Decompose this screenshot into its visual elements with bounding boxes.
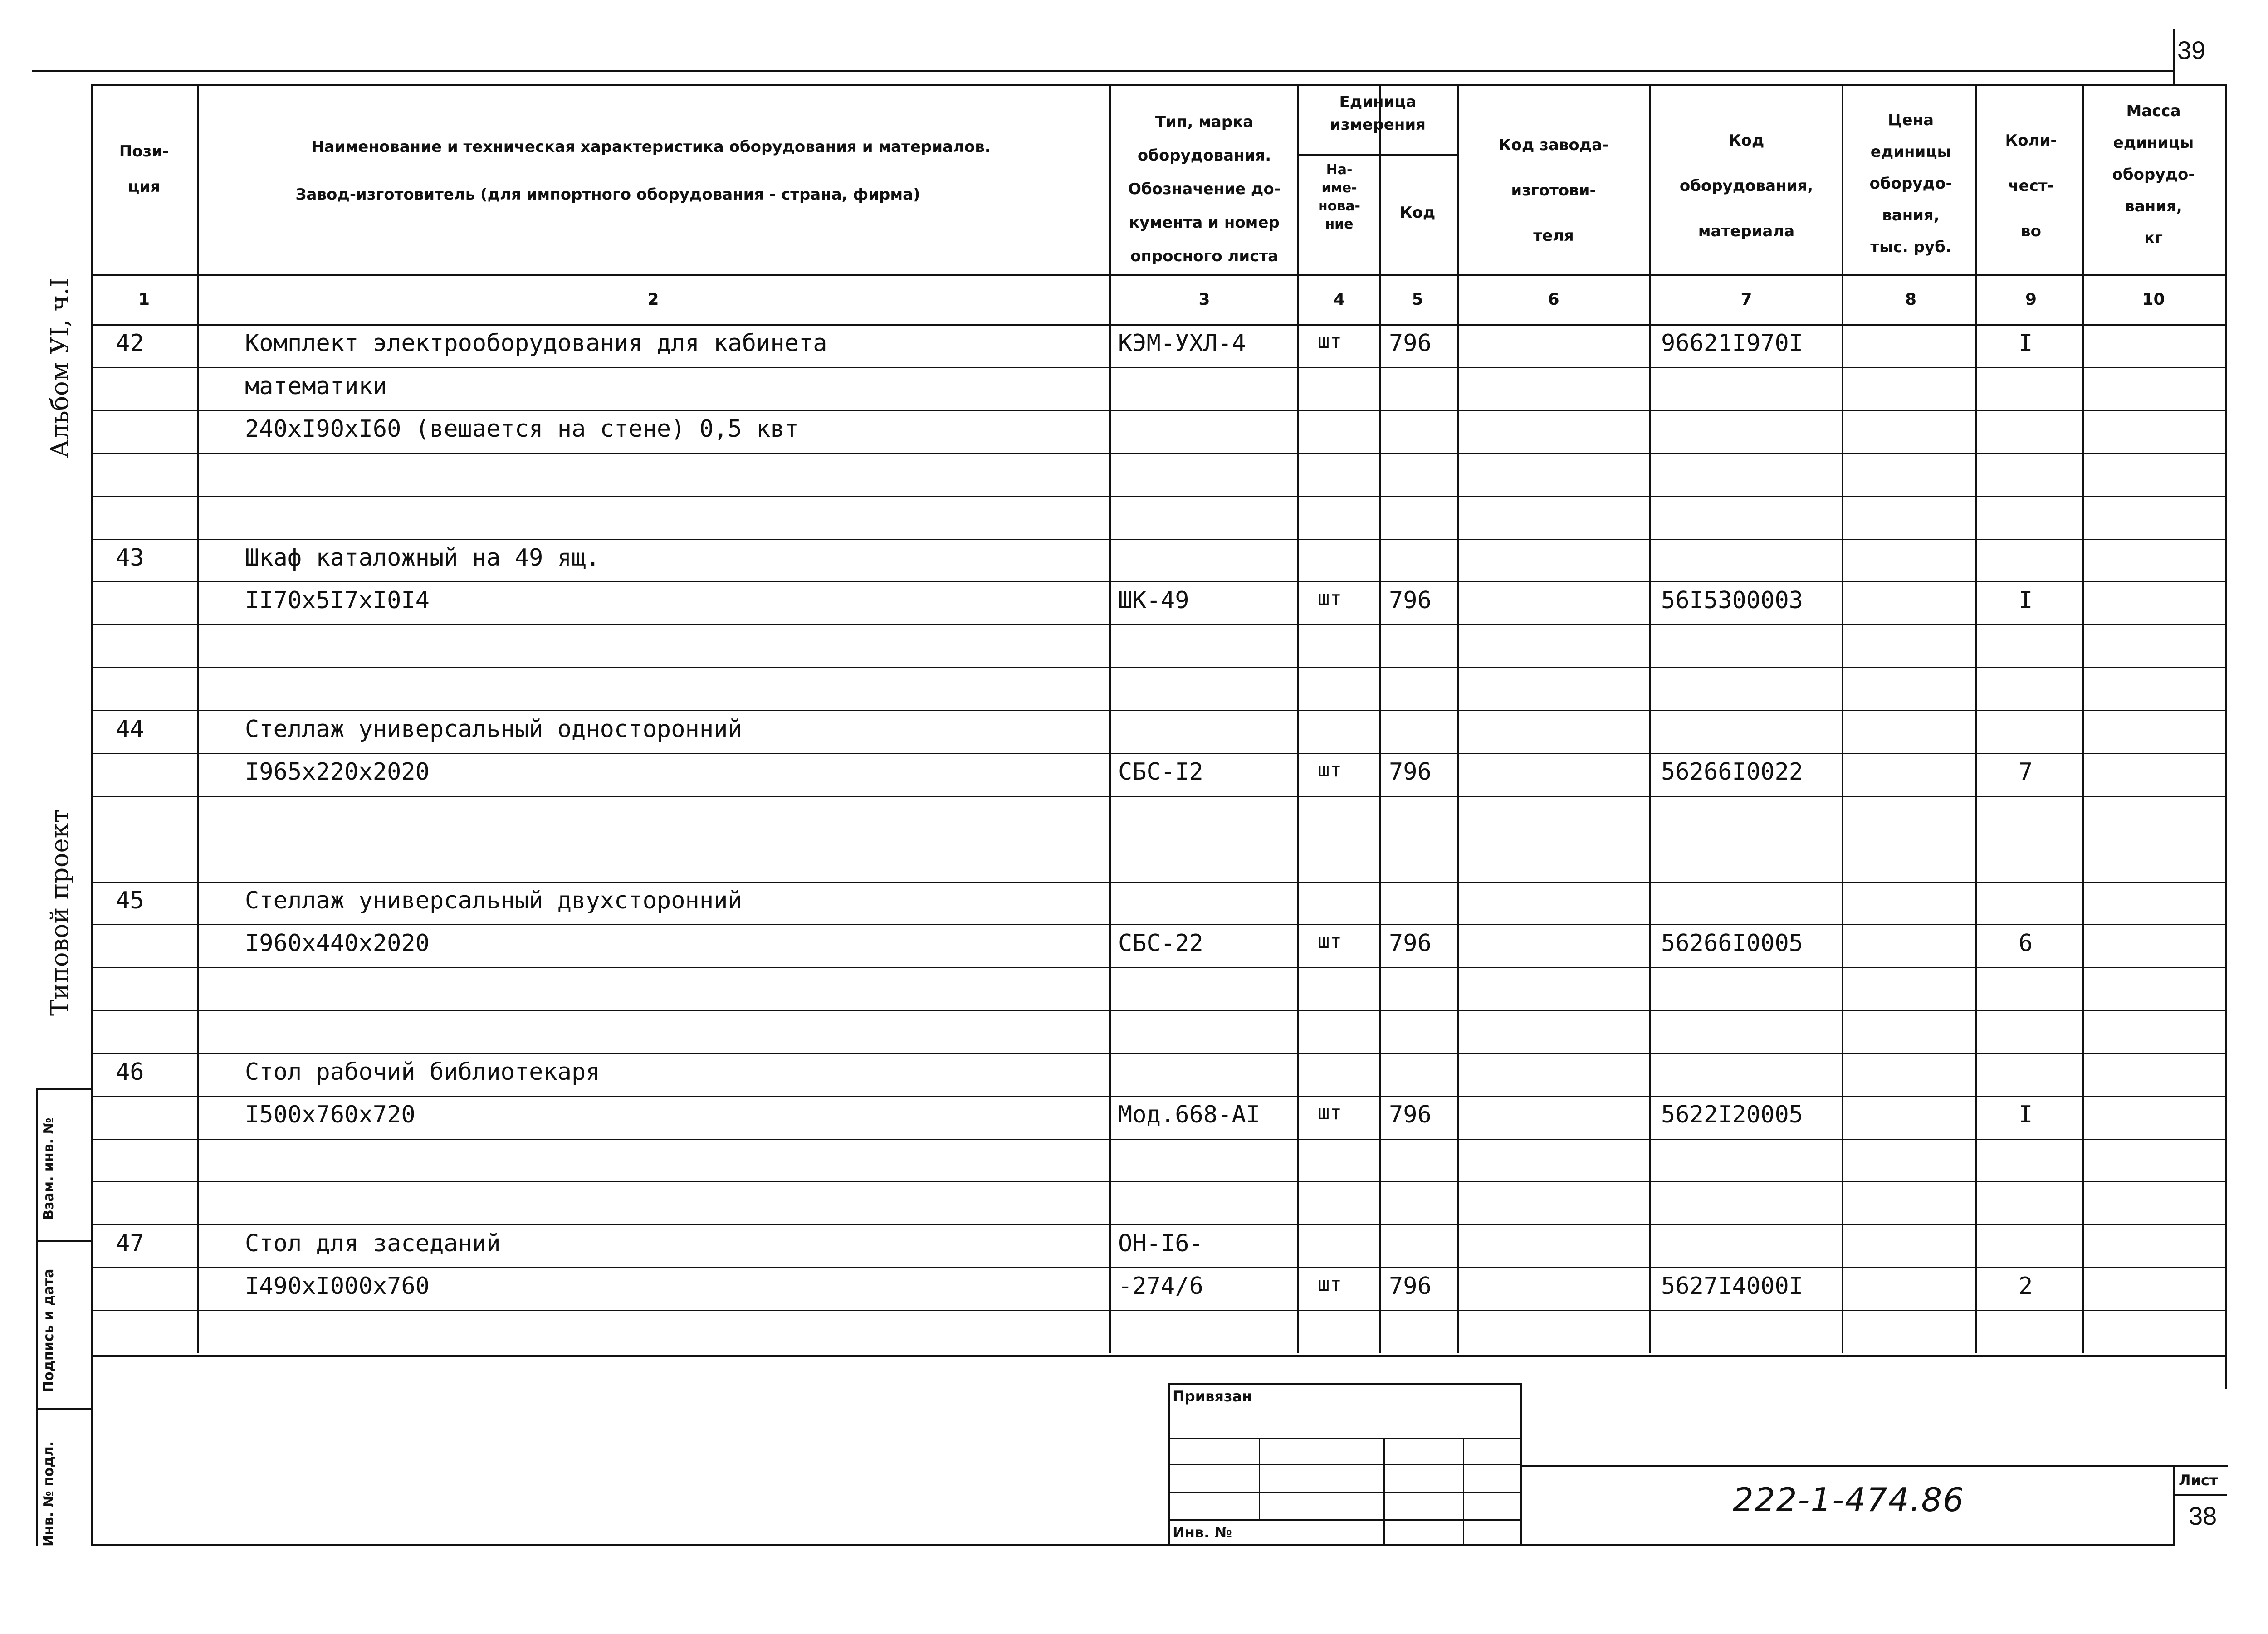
inv-podl-label: Инв. № подл.: [41, 1441, 57, 1546]
row-position: 42: [116, 330, 144, 357]
sheet-label: Лист: [2179, 1472, 2218, 1489]
row-type: СБС-22: [1118, 930, 1203, 957]
row-name: I965x220x2020: [245, 758, 430, 785]
row-line-4: [91, 496, 2225, 497]
row-name: Шкаф каталожный на 49 ящ.: [245, 544, 600, 571]
header-manufacturer: Завод-изготовитель (для импортного оборудования - страна, фирма): [295, 185, 920, 204]
row-unit: шт: [1318, 587, 1342, 610]
stamp-top: [1168, 1383, 1522, 1385]
column-line-5: [1457, 84, 1459, 1353]
stamp-col3: [1463, 1438, 1464, 1546]
col-num-1: 1: [138, 290, 150, 309]
row-name: 240xI90xI60 (вешается на стене) 0,5 квт: [245, 415, 799, 443]
row-line-21: [91, 1224, 2225, 1225]
table-bottom-border: [91, 1544, 2173, 1546]
col-num-6: 6: [1548, 290, 1559, 309]
stamp-row1: [1168, 1438, 1522, 1439]
row-line-7: [91, 624, 2225, 625]
row-name: II70x5I7xI0I4: [245, 587, 430, 614]
binding-title: Привязан: [1173, 1388, 1252, 1405]
row-name: Стол рабочий библиотекаря: [245, 1058, 600, 1086]
page-box-left: [2173, 29, 2175, 84]
podpis-label: Подпись и дата: [41, 1268, 57, 1392]
row-unit: шт: [1318, 930, 1342, 953]
row-quantity: 2: [2019, 1273, 2033, 1300]
row-line-18: [91, 1096, 2225, 1097]
vzam-label: Взам. инв. №: [41, 1117, 57, 1220]
row-equipment-code: 56266I0022: [1661, 758, 1804, 785]
row-name: Стеллаж универсальный двухсторонний: [245, 887, 742, 914]
header-equipment-code: Код оборудования, материала: [1679, 132, 1813, 240]
row-line-17: [91, 1053, 2225, 1054]
row-line-23: [91, 1310, 2225, 1311]
sheet-box-divider: [2173, 1494, 2227, 1496]
stamp-row3: [1168, 1492, 1522, 1493]
header-mass: Масса единицы оборудо- вания, кг: [2112, 102, 2195, 247]
row-line-6: [91, 581, 2225, 582]
row-unit-code: 796: [1389, 1101, 1432, 1128]
row-equipment-code: 56266I0005: [1661, 930, 1804, 957]
row-line-16: [91, 1010, 2225, 1011]
margin-strip-div2: [36, 1408, 93, 1410]
row-name: Стеллаж универсальный односторонний: [245, 715, 742, 743]
header-bottom-line: [91, 274, 2225, 276]
margin-strip-top: [36, 1088, 93, 1090]
row-line-14: [91, 924, 2225, 925]
margin-strip-div1: [36, 1240, 93, 1242]
row-line-1: [91, 367, 2225, 368]
table-top-border: [91, 84, 2225, 86]
row-line-8: [91, 667, 2225, 668]
row-equipment-code: 5622I20005: [1661, 1101, 1804, 1128]
row-unit: шт: [1318, 758, 1342, 781]
header-name: Наименование и техническая характеристика оборудования и материалов.: [311, 138, 991, 156]
row-quantity: 7: [2019, 758, 2033, 785]
col-num-9: 9: [2025, 290, 2037, 309]
row-type: Мод.668-АI: [1118, 1101, 1261, 1128]
row-type: ШК-49: [1118, 587, 1189, 614]
page-number-top: 39: [2177, 36, 2206, 64]
row-line-2: [91, 410, 2225, 411]
row-name: I960x440x2020: [245, 930, 430, 957]
row-line-5: [91, 539, 2225, 540]
column-line-9: [2082, 84, 2084, 1353]
col-num-3: 3: [1198, 290, 1210, 309]
column-line-8: [1975, 84, 1977, 1353]
header-unit-name: На- име- нова- ние: [1318, 162, 1361, 232]
header-unit-code: Код: [1399, 204, 1436, 222]
row-line-11: [91, 796, 2225, 797]
title-block-top: [1520, 1465, 2228, 1467]
row-type: -274/6: [1118, 1273, 1203, 1300]
header-price: Цена единицы оборудо- вания, тыс. руб.: [1869, 111, 1952, 256]
row-position: 46: [116, 1058, 144, 1086]
stamp-col2: [1383, 1438, 1385, 1546]
col-num-10: 10: [2142, 290, 2165, 309]
body-bottom-line: [91, 1355, 2225, 1357]
column-line-6: [1649, 84, 1651, 1353]
stamp-row4: [1168, 1519, 1522, 1521]
sheet-number: 38: [2189, 1502, 2217, 1530]
stamp-col1: [1259, 1438, 1260, 1519]
row-unit-code: 796: [1389, 1273, 1432, 1300]
row-line-15: [91, 967, 2225, 968]
col-num-5: 5: [1412, 290, 1423, 309]
row-unit: шт: [1318, 1101, 1342, 1124]
row-line-3: [91, 453, 2225, 454]
row-name: I500x760x720: [245, 1101, 415, 1128]
col-num-4: 4: [1333, 290, 1345, 309]
binding-inv-label: Инв. №: [1173, 1524, 1232, 1541]
colnum-bottom-line: [91, 324, 2225, 326]
row-position: 44: [116, 715, 144, 743]
top-rule: [32, 70, 2173, 72]
row-type: ОН-I6-: [1118, 1229, 1203, 1257]
row-quantity: 6: [2019, 930, 2033, 957]
document-code: 222-1-474.86: [1733, 1481, 1965, 1519]
row-unit-code: 796: [1389, 758, 1432, 785]
header-quantity: Коли- чест- во: [2005, 132, 2057, 240]
row-unit: шт: [1318, 1273, 1342, 1296]
row-equipment-code: 5627I4000I: [1661, 1273, 1804, 1300]
stamp-row2: [1168, 1464, 1522, 1465]
row-line-19: [91, 1139, 2225, 1140]
col-num-7: 7: [1740, 290, 1752, 309]
project-label: Типовой проект: [45, 809, 74, 1016]
row-name: Стол для заседаний: [245, 1229, 501, 1257]
row-equipment-code: 56I5300003: [1661, 587, 1804, 614]
header-unit: Единица измерения: [1330, 93, 1426, 134]
column-line-3: [1297, 84, 1299, 1353]
row-line-9: [91, 710, 2225, 711]
row-quantity: I: [2019, 330, 2033, 357]
unit-subheader-line: [1297, 154, 1457, 156]
row-line-22: [91, 1267, 2225, 1268]
row-name: I490xI000x760: [245, 1273, 430, 1300]
row-unit: шт: [1318, 330, 1342, 353]
row-quantity: I: [2019, 587, 2033, 614]
row-quantity: I: [2019, 1101, 2033, 1128]
row-unit-code: 796: [1389, 330, 1432, 357]
row-unit-code: 796: [1389, 930, 1432, 957]
row-position: 47: [116, 1229, 144, 1257]
margin-strip-left: [36, 1088, 38, 1546]
header-type: Тип, марка оборудования. Обозначение до- кумента и номер опросного листа: [1128, 113, 1281, 265]
album-label: Альбом УI, ч.I: [45, 278, 74, 458]
col-num-8: 8: [1905, 290, 1917, 309]
row-line-13: [91, 882, 2225, 883]
header-position: Пози- ция: [119, 142, 169, 196]
column-line-2: [1109, 84, 1111, 1353]
sheet-box-left: [2173, 1465, 2175, 1546]
column-line-7: [1842, 84, 1843, 1353]
row-type: КЭМ-УХЛ-4: [1118, 330, 1246, 357]
column-line-1: [197, 84, 199, 1353]
row-name: математики: [245, 372, 387, 400]
column-line-4: [1379, 84, 1381, 1353]
row-name: Комплект электрооборудования для кабинета: [245, 330, 827, 357]
row-position: 45: [116, 887, 144, 914]
row-position: 43: [116, 544, 144, 571]
row-unit-code: 796: [1389, 587, 1432, 614]
header-manufacturer-code: Код завода- изготови- теля: [1498, 136, 1609, 245]
row-line-20: [91, 1181, 2225, 1182]
col-num-2: 2: [647, 290, 659, 309]
row-line-10: [91, 753, 2225, 754]
row-type: СБС-I2: [1118, 758, 1203, 785]
row-equipment-code: 96621I970I: [1661, 330, 1804, 357]
table-right-border: [2225, 84, 2227, 1389]
